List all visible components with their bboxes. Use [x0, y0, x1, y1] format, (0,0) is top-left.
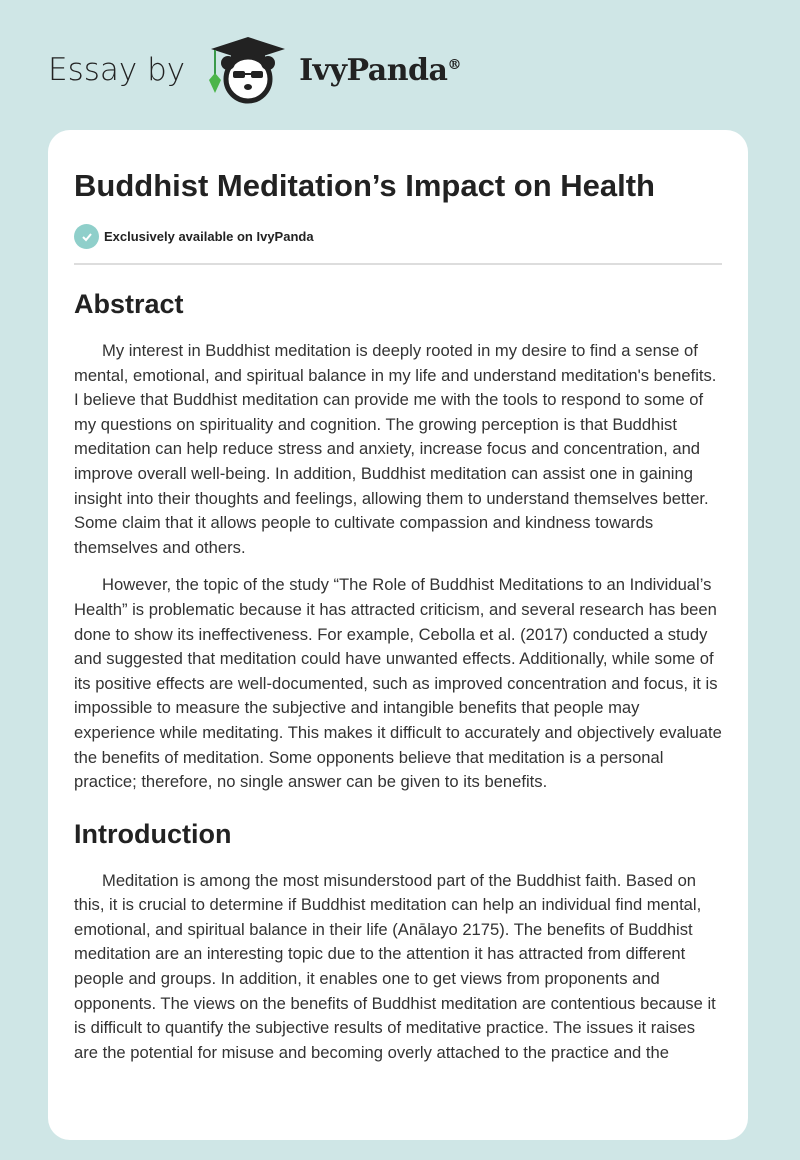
checkmark-icon [74, 224, 99, 249]
essay-title: Buddhist Meditation’s Impact on Health [74, 168, 655, 203]
paragraph: Meditation is among the most misunderstood part of the Buddhist faith. Based on this, it is crucial to determine if Buddhist meditation can help an individual find mental, emotional, and spiritual balance in their life (Anālayo 2175). The benefits of Buddhist meditation are an interesting topic due to the attention it has attracted from different people and groups. In addition, it enables one to get views from proponents and opponents. The views on the benefits of Buddhist meditation are contentious because it is difficult to quantify the subjective results of meditative practice. The issues it raises are the potential for misuse and becoming overly attached to the practice and the [74, 870, 716, 1062]
divider [74, 263, 722, 265]
badge-text: Exclusively available on IvyPanda [104, 229, 314, 244]
site-header [48, 30, 461, 110]
registered-mark: ® [447, 56, 461, 73]
paragraph: However, the topic of the study “The Role of Buddhist Meditations to an Individual’s Health” is problematic because it has attracted criticism, and several research has been done to show its ineffectiveness. For example, Cebolla et al. (2017) conducted a study and suggested that meditation could have unwanted effects. Additionally, while some of its positive effects are well-documented, such as improved concentration and focus, it is impossible to measure the subjective and intangible benefits that people may experience while meditating. This makes it difficult to accurately and objectively evaluate the benefits of meditation. Some opponents believe that meditation is a personal practice; therefore, no single answer can be given to its benefits. [74, 575, 722, 792]
brand-text: IvyPanda [299, 52, 448, 88]
section-heading-introduction: Introduction [74, 818, 232, 849]
brand-name[interactable] [299, 53, 461, 88]
section-heading-abstract: Abstract [74, 289, 184, 319]
essay-by-label: Essay by [48, 52, 186, 88]
exclusive-badge [74, 224, 722, 249]
paragraph: My interest in Buddhist meditation is deeply rooted in my desire to find a sense of mental, emotional, and spiritual balance in my life and understand meditation's benefits. I believe that Buddhist meditation can provide me with the tools to respond to some of my questions on spirituality and cognition. The growing perception is that Buddhist meditation can help reduce stress and anxiety, increase focus and concentration, and improve overall well-being. In addition, Buddhist meditation can assist one in gaining insight into their thoughts and feelings, allowing them to understand themselves better. Some claim that it allows people to cultivate compassion and kindness towards themselves and others. [74, 341, 717, 557]
essay-card [48, 130, 748, 1140]
panda-logo-icon[interactable] [203, 35, 293, 105]
